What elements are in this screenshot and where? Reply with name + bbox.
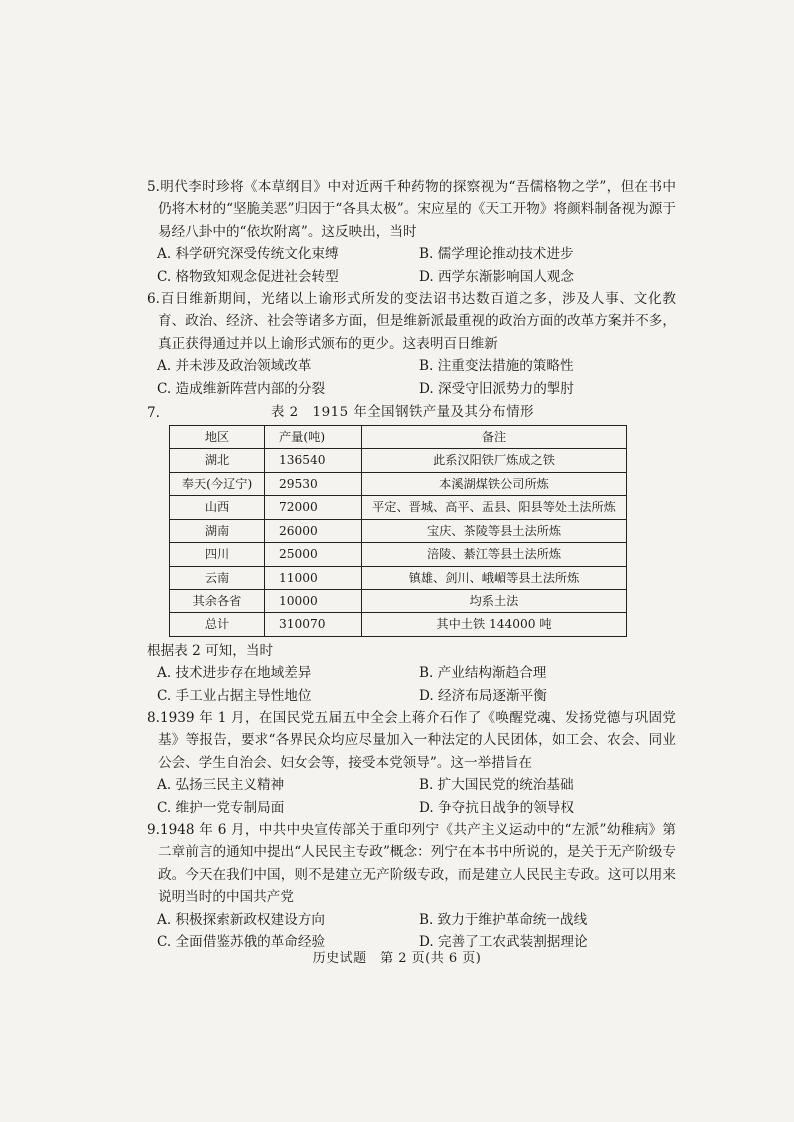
table-header-cell: 产量(吨) — [265, 426, 362, 449]
option-c: C. 造成维新阵营内部的分裂 — [157, 380, 326, 397]
table-row — [170, 496, 627, 519]
table-cell: 奉天(今辽宁) — [170, 472, 265, 495]
option-d: D. 深受守旧派势力的掣肘 — [419, 380, 574, 397]
question-5 — [147, 176, 676, 288]
table-cell: 10000 — [265, 589, 362, 612]
table-caption: 表 2 1915 年全国钢铁产量及其分布情形 — [271, 404, 534, 420]
question-7-stem: 根据表 2 可知，当时 — [147, 642, 274, 659]
page-footer: 历史试题 第 2 页(共 6 页) — [312, 951, 482, 966]
question-8-options — [147, 774, 676, 819]
question-5-stem: 5.明代李时珍将《本草纲目》中对近两千种药物的探察视为“吾儒格物之学”，但在书中仍将木材的“坚脆美恶”归因于“各具太极”。宋应星的《天工开物》将颜料制备视为源于易经八卦中的“依坎附离”。这反映出，当时 — [147, 179, 676, 240]
table-row — [170, 589, 627, 612]
table-cell: 四川 — [170, 543, 265, 566]
option-a: A. 弘扬三民主义精神 — [157, 777, 285, 794]
question-9-stem: 9.1948 年 6 月，中共中央宣传部关于重印列宁《共产主义运动中的“左派”幼稚病》第二章前言的通知中提出“人民民主专政”概念：列宁在本书中所说的，是关于无产阶级专政。今天在我们中国，则不是建立无产阶级专政，而是建立人民民主专政。这可以用来说明当时的中国共产党 — [147, 821, 676, 906]
option-b: B. 儒学理论推动技术进步 — [419, 246, 574, 263]
question-7-number: 7. — [147, 404, 160, 421]
question-6-options — [147, 355, 676, 400]
question-8 — [147, 707, 676, 819]
table-cell: 11000 — [265, 566, 362, 589]
table-cell: 湖南 — [170, 519, 265, 542]
option-b: B. 扩大国民党的统治基础 — [419, 777, 574, 794]
table-header-cell: 备注 — [362, 426, 627, 449]
option-d: D. 完善了工农武装割据理论 — [419, 934, 588, 950]
table-cell: 山西 — [170, 496, 265, 519]
table-header-cell: 地区 — [170, 426, 265, 449]
question-5-options — [147, 243, 676, 288]
question-6-stem: 6.百日维新期间，光绪以上谕形式所发的变法诏书达数百道之多，涉及人事、文化教育、政治、经济、社会等诸多方面，但是维新派最重视的政治方面的改革方案并不多，真正获得通过并以上谕形式颁布的更少。这表明百日维新 — [147, 291, 676, 352]
option-c: C. 维护一党专制局面 — [157, 799, 285, 816]
table-cell: 26000 — [265, 519, 362, 542]
question-8-stem: 8.1939 年 1 月，在国民党五届五中全会上蒋介石作了《唤醒党魂、发扬党德与巩固党基》等报告，要求“各界民众均应尽量加入一种法定的人民团体，如工会、农会、同业公会、学生自治会、妇女会等，接受本党领导”。这一举措旨在 — [147, 709, 676, 771]
table-cell: 总计 — [170, 613, 265, 636]
option-c: C. 手工业占据主导性地位 — [157, 687, 312, 704]
table-row — [170, 543, 627, 566]
table-cell: 72000 — [265, 496, 362, 519]
question-6 — [147, 288, 676, 400]
option-a: A. 积极探索新政权建设方向 — [157, 911, 325, 928]
table-cell: 29530 — [265, 472, 362, 495]
table-row — [170, 449, 627, 472]
table-cell: 宝庆、茶陵等县土法所炼 — [362, 519, 627, 542]
table-header-row — [170, 426, 627, 449]
table-cell: 其中土铁 144000 吨 — [362, 613, 627, 636]
table-cell: 其余各省 — [170, 589, 265, 612]
option-c: C. 全面借鉴苏俄的革命经验 — [157, 934, 326, 950]
table-cell: 25000 — [265, 543, 362, 566]
table-cell: 此系汉阳铁厂炼成之铁 — [362, 449, 627, 472]
question-7-options — [147, 662, 676, 707]
option-d: D. 经济布局逐渐平衡 — [419, 687, 547, 704]
table-total-row — [170, 613, 627, 636]
option-b: B. 产业结构渐趋合理 — [419, 665, 547, 682]
table-cell: 本溪湖煤铁公司所炼 — [362, 472, 627, 495]
table-row — [170, 472, 627, 495]
table-cell: 310070 — [265, 613, 362, 636]
table-cell: 均系土法 — [362, 589, 627, 612]
table-cell: 平定、晋城、高平、盂县、阳县等处土法所炼 — [362, 496, 627, 519]
table-cell: 涪陵、綦江等县土法所炼 — [362, 543, 627, 566]
option-a: A. 技术进步存在地域差异 — [157, 665, 312, 682]
option-a: A. 科学研究深受传统文化束缚 — [157, 246, 339, 263]
table-cell: 云南 — [170, 566, 265, 589]
option-c: C. 格物致知观念促进社会转型 — [157, 268, 339, 285]
table-cell: 湖北 — [170, 449, 265, 472]
question-7-header — [147, 402, 676, 424]
option-b: B. 注重变法措施的策略性 — [419, 358, 574, 375]
question-9 — [147, 819, 676, 953]
steel-production-table — [169, 425, 627, 637]
table-row — [170, 566, 627, 589]
option-d: D. 争夺抗日战争的领导权 — [419, 799, 574, 816]
option-a: A. 并未涉及政治领域改革 — [157, 358, 312, 375]
option-d: D. 西学东渐影响国人观念 — [419, 268, 574, 285]
table-row — [170, 519, 627, 542]
table-cell: 镇雄、剑川、峨嵋等县土法所炼 — [362, 566, 627, 589]
option-b: B. 致力于维护革命统一战线 — [419, 911, 588, 928]
table-cell: 136540 — [265, 449, 362, 472]
question-7 — [147, 402, 676, 707]
